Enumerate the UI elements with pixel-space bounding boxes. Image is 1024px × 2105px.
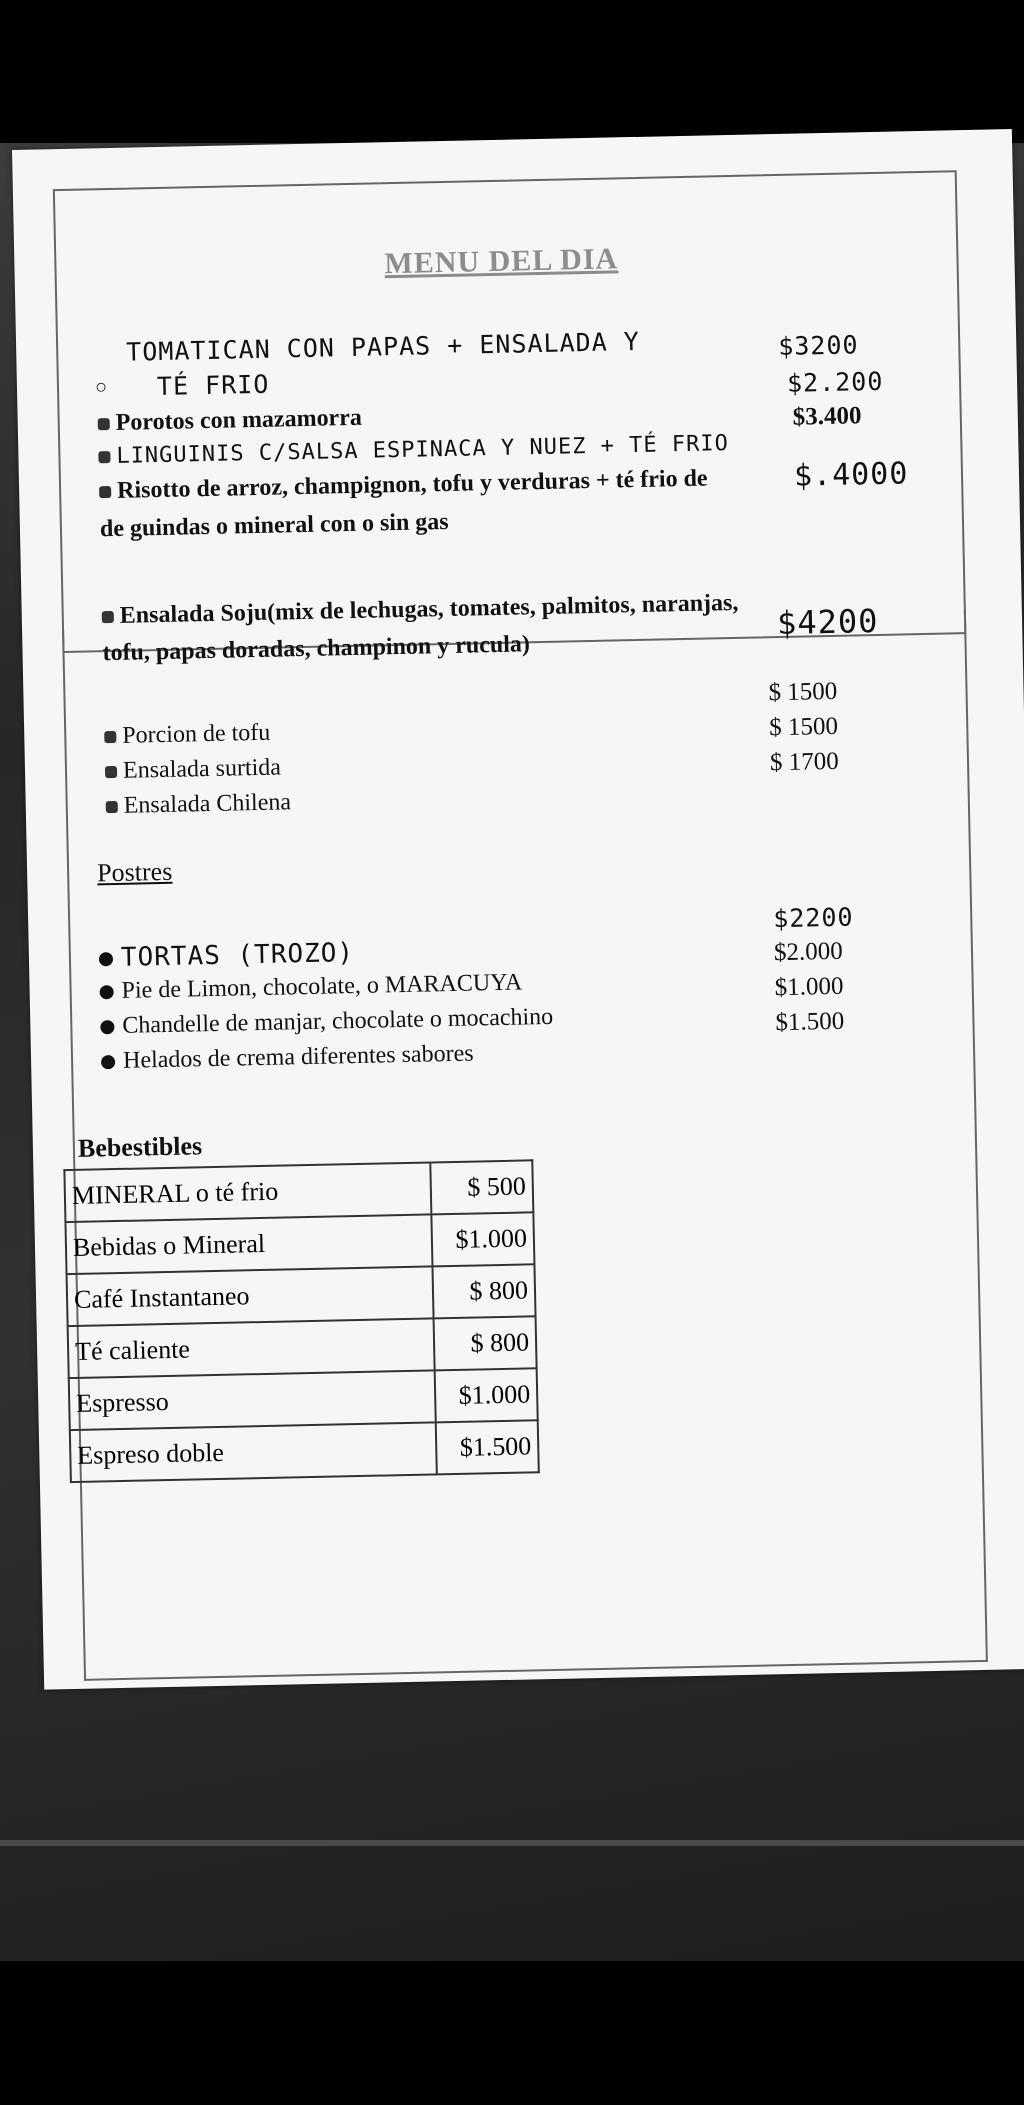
menu-item-2-price: $2.200 xyxy=(786,366,884,398)
postre-item-1-price: $2200 xyxy=(772,902,854,934)
postres-heading: Postres xyxy=(96,856,173,888)
bullet-icon xyxy=(100,1021,114,1035)
beb-name: Té caliente xyxy=(68,1318,435,1378)
beb-name: Café Instantaneo xyxy=(67,1266,434,1326)
postre-item-2-price: $2.000 xyxy=(773,937,843,967)
postre-item-3-price: $1.000 xyxy=(774,972,844,1002)
side-item-2-price: $ 1500 xyxy=(768,712,839,742)
beb-price: $ 800 xyxy=(434,1316,537,1370)
bullet-icon xyxy=(101,1056,115,1070)
beb-price: $1.000 xyxy=(435,1368,538,1422)
postre-item-1 xyxy=(99,938,355,973)
beb-price: $ 800 xyxy=(432,1264,535,1318)
bullet-icon xyxy=(99,952,113,966)
beb-price: $ 500 xyxy=(430,1160,533,1214)
bullet-icon xyxy=(98,418,110,430)
side-item-1-name: Porcion de tofu xyxy=(122,719,271,749)
bullet-icon xyxy=(100,986,114,1000)
side-item-2 xyxy=(105,755,281,786)
side-item-1 xyxy=(104,720,271,750)
circle-bullet-icon: ○ xyxy=(94,376,108,399)
beb-price: $1.000 xyxy=(431,1212,534,1266)
side-item-3 xyxy=(105,789,291,820)
postre-item-3-name: Chandelle de manjar, chocolate o mocachino xyxy=(122,1003,554,1039)
bullet-icon xyxy=(102,611,114,623)
bebestibles-heading: Bebestibles xyxy=(77,1131,203,1163)
beb-name: MINERAL o té frio xyxy=(64,1162,431,1222)
bullet-icon xyxy=(106,801,118,813)
postre-item-1-name: TORTAS (TROZO) xyxy=(120,938,355,973)
beb-name: Espresso xyxy=(69,1370,436,1430)
menu-item-4-price: $.4000 xyxy=(793,456,909,494)
table-row xyxy=(70,1420,539,1482)
menu-item-1-price: $3200 xyxy=(777,330,859,361)
bullet-icon xyxy=(98,451,110,463)
beb-name: Bebidas o Mineral xyxy=(65,1214,432,1274)
table-edge xyxy=(0,1840,1024,1846)
menu-item-2 xyxy=(97,405,362,438)
bebestibles-table xyxy=(63,1159,539,1483)
postre-item-2-name: Pie de Limon, chocolate, o MARACUYA xyxy=(121,969,523,1004)
menu-item-3-name: LINGUINIS C/SALSA ESPINACA Y NUEZ + TÉ FRIO xyxy=(116,431,730,469)
side-item-1-price: $ 1500 xyxy=(768,677,838,707)
menu-item-4-line1-text: Risotto de arroz, champignon, tofu y verduras + té frio de xyxy=(116,465,708,504)
menu-item-2-name: Porotos con mazamorra xyxy=(115,404,363,436)
menu-title: MENU DEL DIA xyxy=(384,242,619,281)
bullet-icon xyxy=(104,731,116,743)
ensalada-soju-price: $4200 xyxy=(776,601,879,643)
side-item-2-name: Ensalada surtida xyxy=(122,754,282,784)
beb-name: Espreso doble xyxy=(70,1422,437,1482)
menu-item-4-line2: de guindas o mineral con o sin gas xyxy=(99,508,449,543)
menu-item-3-price: $3.400 xyxy=(792,402,862,431)
menu-item-1-line2: TÉ FRIO xyxy=(156,369,270,402)
bullet-icon xyxy=(99,486,111,498)
ensalada-soju-line2: tofu, papas doradas, champinon y rucula) xyxy=(102,631,531,667)
side-item-3-price: $ 1700 xyxy=(769,747,840,777)
menu-sheet xyxy=(12,129,1024,1690)
side-item-3-name: Ensalada Chilena xyxy=(123,789,292,819)
menu-item-1-line1: TOMATICAN CON PAPAS + ENSALADA Y xyxy=(125,326,641,367)
beb-price: $1.500 xyxy=(436,1420,539,1474)
ensalada-soju-line1-text: Ensalada Soju(mix de lechugas, tomates, palmitos, naranjas, xyxy=(119,589,739,629)
postre-item-4-price: $1.500 xyxy=(775,1007,845,1037)
bullet-icon xyxy=(105,766,117,778)
postre-item-4-name: Helados de crema diferentes sabores xyxy=(122,1040,474,1074)
